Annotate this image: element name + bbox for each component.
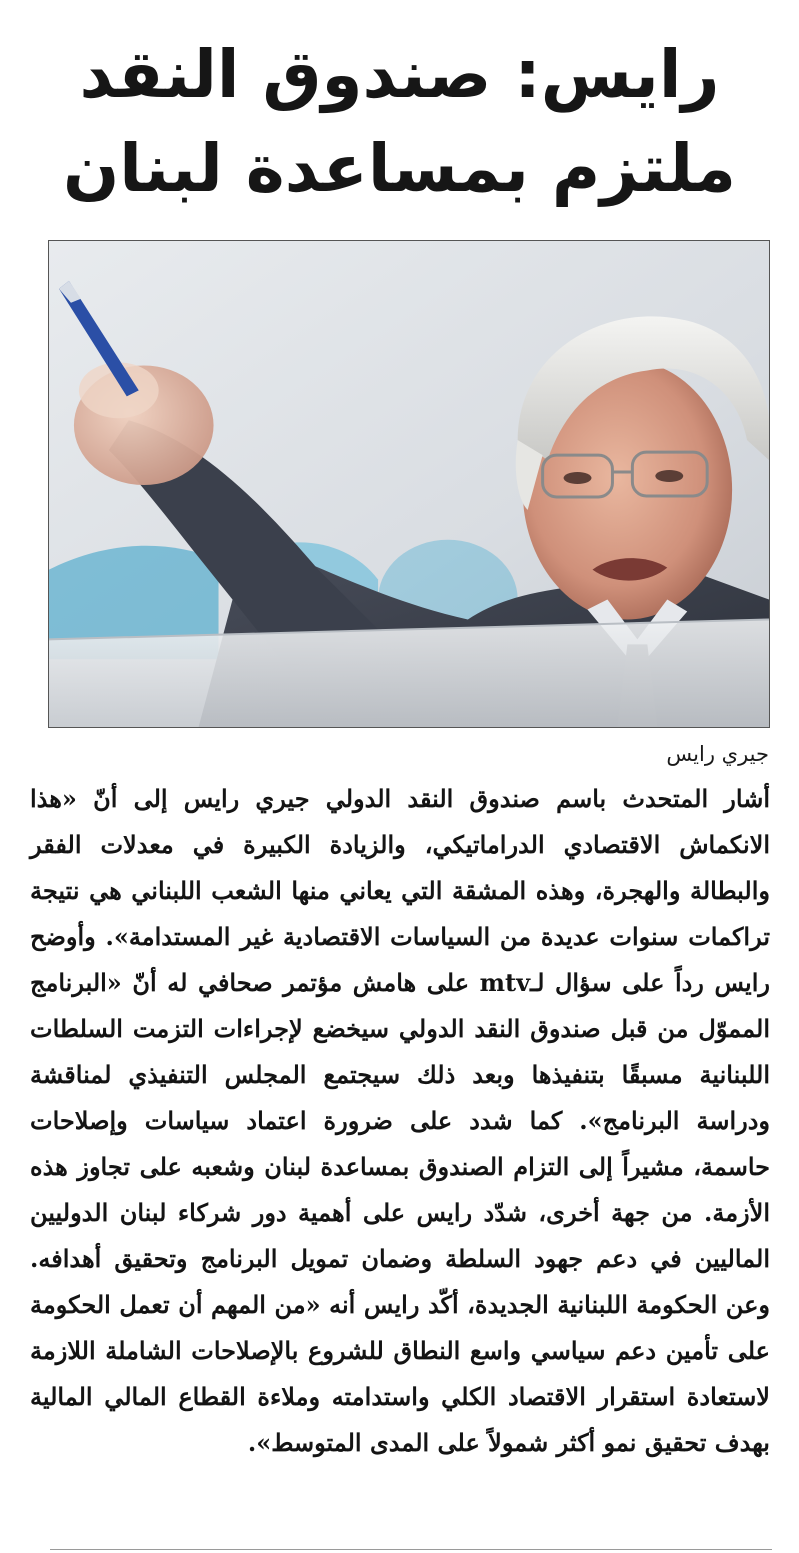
article-photo [48,240,770,728]
article-body: أشار المتحدث باسم صندوق النقد الدولي جيري رايس إلى أنّ «هذا الانكماش الاقتصادي الدراماتيكي، والزيادة الكبيرة في معدلات الفقر والبطالة والهجرة، وهذه المشقة التي يعاني منها الشعب اللبناني هي نتيجة تراكمات سنوات عديدة من السياسات الاقتصادية غير المستدامة». وأوضح رايس رداً على سؤال لـmtv على هامش مؤتمر صحافي له أنّ «البرنامج المموّل من قبل صندوق النقد الدولي سيخضع لإجراءات التزمت السلطات اللبنانية مسبقًا بتنفيذها وبعد ذلك سيجتمع المجلس التنفيذي لمناقشة ودراسة البرنامج». كما شدد على ضرورة اعتماد سياسات وإصلاحات حاسمة، مشيراً إلى التزام الصندوق بمساعدة لبنان وشعبه على تجاوز هذه الأزمة. من جهة أخرى، شدّد رايس على أهمية دور شركاء لبنان الدوليين الماليين في دعم جهود السلطة وضمان تمويل البرنامج وتحقيق أهدافه. وعن الحكومة اللبنانية الجديدة، أكّد رايس أنه «من المهم أن تعمل الحكومة على تأمين دعم سياسي واسع النطاق للشروع بالإصلاحات الشاملة اللازمة لاستعادة استقرار الاقتصاد الكلي واستدامته وملاءة القطاع المالي المالية بهدف تحقيق نمو أكثر شمولاً على المدى المتوسط». [30,784,770,1457]
photo-caption: جيري رايس [666,742,769,766]
speaker-photo-illustration [49,241,769,727]
article-headline: رايس: صندوق النقد ملتزم بمساعدة لبنان [62,36,737,207]
bottom-divider [50,1549,772,1550]
